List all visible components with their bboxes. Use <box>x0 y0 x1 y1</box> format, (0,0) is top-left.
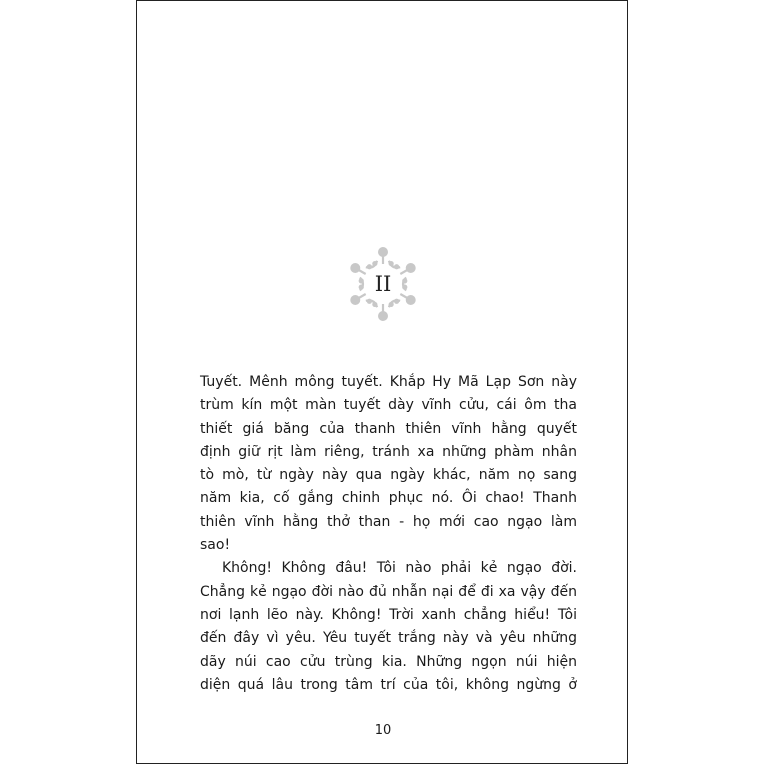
text-line: sao! <box>200 537 231 554</box>
text-line: tò mò, từ ngày này qua ngày khác, năm nọ sang <box>200 467 577 484</box>
book-page <box>136 0 628 764</box>
text-line: Chẳng kẻ ngạo đời nào đủ nhẫn nại để đi xa vậy đến <box>200 583 577 600</box>
text-line: thiên vĩnh hằng thở than - họ mới cao ngạo làm <box>200 513 577 530</box>
text-line: đến đây vì yêu. Yêu tuyết trắng này và yêu những <box>200 630 577 647</box>
body-text <box>200 371 577 697</box>
text-line: Không! Không đâu! Tôi nào phải kẻ ngạo đời. <box>222 560 577 577</box>
text-line: dãy núi cao cửu trùng kia. Những ngọn núi hiện <box>200 653 577 670</box>
text-line: định giữ rịt làm riêng, tránh xa những phàm nhân <box>200 443 577 460</box>
text-line: trùm kín một màn tuyết dày vĩnh cửu, cái ôm tha <box>200 397 577 414</box>
page-number: 10 <box>374 723 392 738</box>
text-line: nơi lạnh lẽo này. Không! Trời xanh chẳng hiểu! Tôi <box>200 606 577 623</box>
text-line: thiết giá băng của thanh thiên vĩnh hằng quyết <box>200 420 577 437</box>
text-line: diện quá lâu trong tâm trí của tôi, không ngừng ở <box>200 676 577 693</box>
chapter-ornament <box>343 240 423 328</box>
paragraph-2 <box>200 557 577 697</box>
text-line: năm kia, cố gắng chinh phục nó. Ôi chao! Thanh <box>200 490 577 507</box>
text-line: Tuyết. Mênh mông tuyết. Khắp Hy Mã Lạp Sơn này <box>200 374 577 390</box>
chapter-number: II <box>374 272 392 296</box>
paragraph-1 <box>200 371 577 557</box>
